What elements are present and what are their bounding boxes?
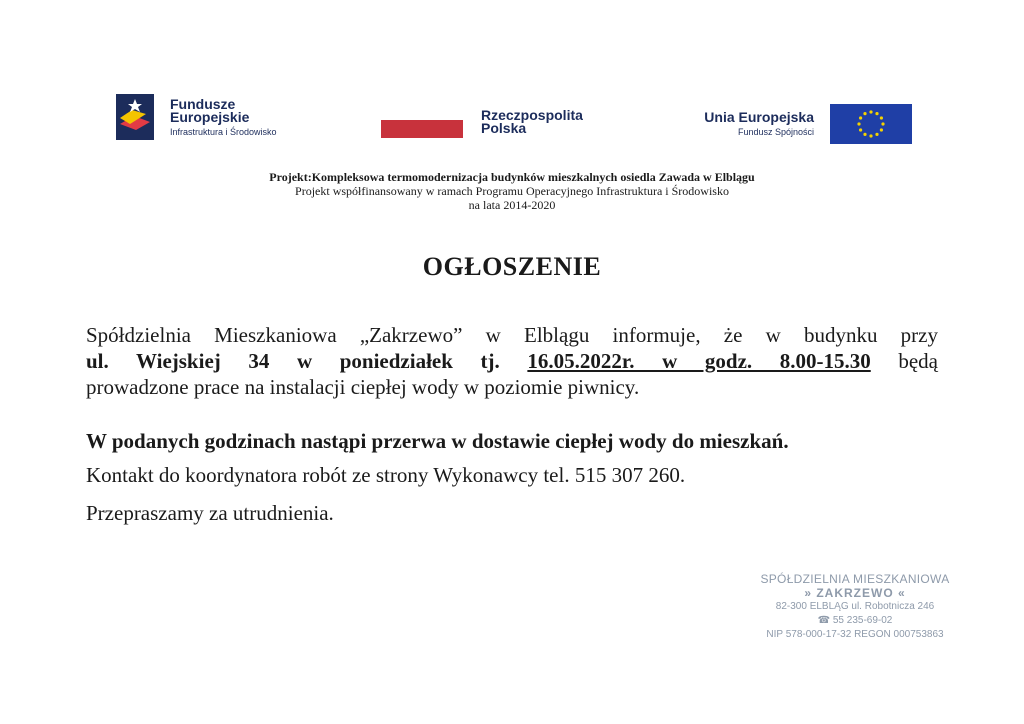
unia-europejska-text <box>660 110 814 138</box>
p1-verb: będą <box>898 349 939 373</box>
stamp-line4: ☎ 55 235-69-02 <box>817 615 893 626</box>
project-funding: Projekt współfinansowany w ramach Programu Operacyjnego Infrastruktura i Środowisko <box>295 184 729 198</box>
stamp-line2: » ZAKRZEWO « <box>804 586 906 600</box>
announcement-paragraph-1 <box>86 322 938 400</box>
fundusze-europejskie-logo <box>116 94 154 140</box>
project-period: na lata 2014-2020 <box>468 198 556 212</box>
rp-line1: Rzeczpospolita <box>481 107 583 123</box>
project-title: Projekt:Kompleksowa termomodernizacja budynków mieszkalnych osiedla Zawada w Elblągu <box>269 170 755 184</box>
fe-subtitle: Infrastruktura i Środowisko <box>170 127 277 137</box>
announcement-paragraph-4: Przepraszamy za utrudnienia. <box>86 501 334 525</box>
cooperative-stamp <box>750 572 960 642</box>
announcement-paragraph-2: W podanych godzinach nastąpi przerwa w dostawie ciepłej wody do mieszkań. <box>86 429 789 453</box>
rp-line2: Polska <box>481 120 527 136</box>
project-header <box>150 170 874 212</box>
fe-line1: Fundusze <box>170 96 236 112</box>
p1-date-time: 16.05.2022r. w godz. 8.00-15.30 <box>527 349 871 373</box>
p1-line3: prowadzone prace na instalacji ciepłej wody w poziomie piwnicy. <box>86 375 640 399</box>
eu-flag <box>830 104 912 144</box>
stamp-line5: NIP 578-000-17-32 REGON 000753863 <box>766 629 944 640</box>
announcement-paragraph-3: Kontakt do koordynatora robót ze strony Wykonawcy tel. 515 307 260. <box>86 463 686 487</box>
rzeczpospolita-text <box>481 109 583 135</box>
polish-flag <box>381 102 463 138</box>
eu-subtitle: Fundusz Spójności <box>737 127 814 137</box>
announcement-title: OGŁOSZENIE <box>422 252 602 281</box>
stamp-line3: 82-300 ELBLĄG ul. Robotnicza 246 <box>775 601 935 612</box>
fe-line2: Europejskie <box>170 109 250 125</box>
eu-name: Unia Europejska <box>704 109 814 125</box>
fundusze-europejskie-text <box>170 98 277 138</box>
p1-line1: Spółdzielnia Mieszkaniowa „Zakrzewo” w Elblągu informuje, że w budynku przy <box>86 323 938 347</box>
p1-line2 <box>86 348 938 374</box>
p1-street: ul. Wiejskiej 34 w poniedziałek tj. <box>86 349 500 373</box>
stamp-line1: SPÓŁDZIELNIA MIESZKANIOWA <box>760 572 950 586</box>
